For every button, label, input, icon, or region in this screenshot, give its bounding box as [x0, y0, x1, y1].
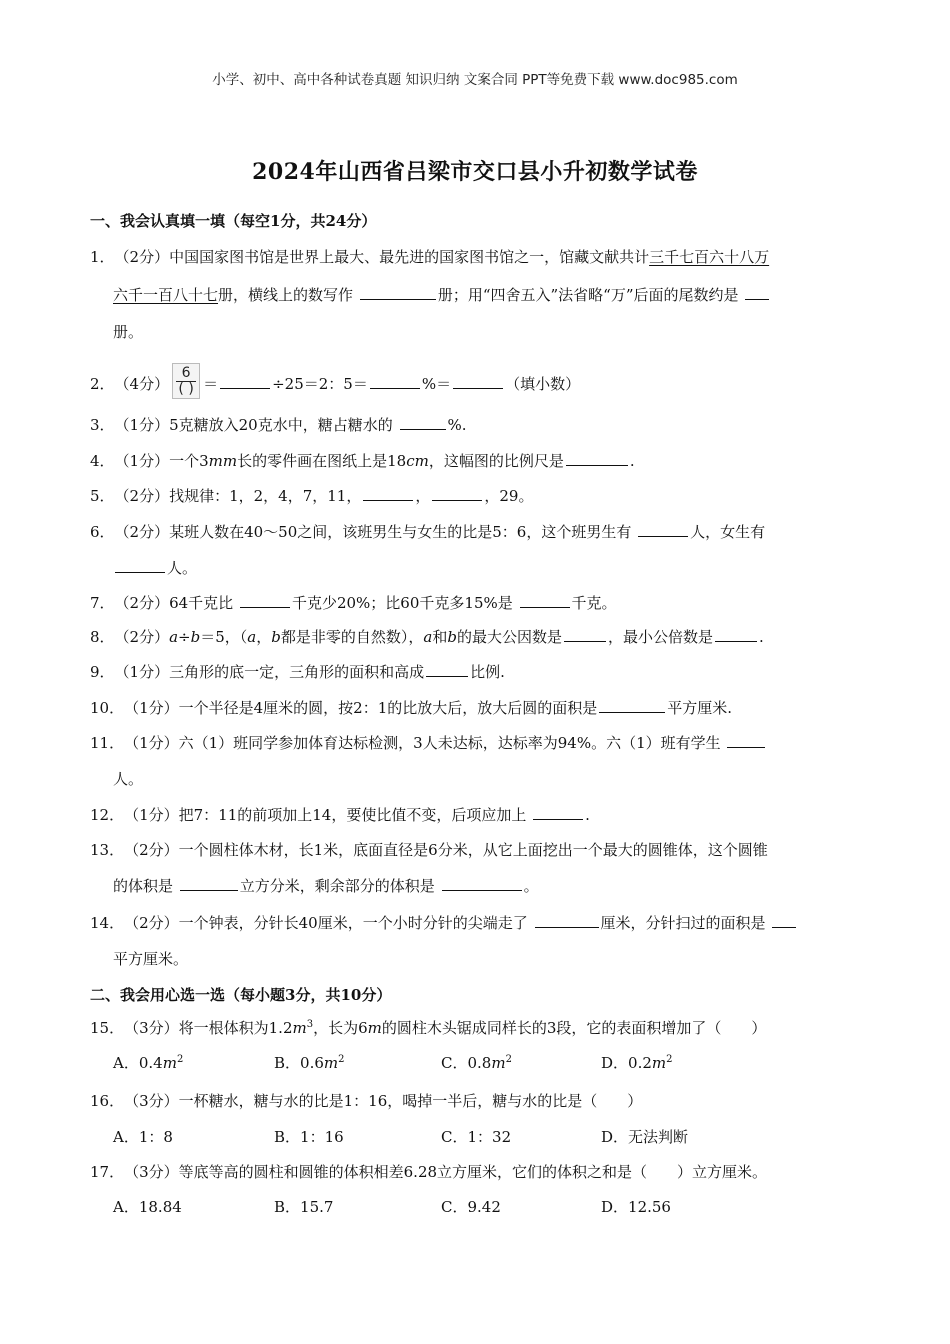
answer-blank[interactable]: [715, 627, 757, 642]
option-c[interactable]: [441, 1052, 512, 1073]
question-text: （4分）: [114, 375, 170, 393]
answer-blank[interactable]: [535, 913, 599, 928]
option-d[interactable]: D．12.56: [601, 1198, 671, 1216]
question-text: ，29。: [484, 487, 534, 505]
operator: ÷: [178, 628, 191, 646]
question-number: 7．: [90, 594, 115, 612]
option-b[interactable]: B．1：16: [274, 1128, 344, 1146]
question-text: 人，女生有: [690, 523, 766, 541]
fraction-image: [172, 363, 200, 399]
question-text: .: [629, 452, 635, 470]
question-number: 8．: [90, 628, 115, 646]
unit-symbol: m: [162, 1054, 177, 1072]
answer-blank[interactable]: [115, 558, 165, 573]
question-2: [90, 367, 865, 403]
superscript: 2: [338, 1054, 345, 1065]
answer-blank[interactable]: [638, 522, 688, 537]
question-16: [90, 1090, 865, 1111]
question-text: （3分）一杯糖水，糖与水的比是1：16，喝掉一半后，糖与水的比是（ ）: [124, 1092, 643, 1110]
question-9: [90, 661, 865, 682]
question-17-options: [113, 1196, 813, 1218]
option-b[interactable]: B．15.7: [274, 1198, 334, 1216]
option-label: A．0.4: [113, 1054, 163, 1072]
question-number: 3．: [90, 416, 115, 434]
answer-blank[interactable]: [520, 593, 570, 608]
answer-blank[interactable]: [772, 913, 796, 928]
question-number: 1．: [90, 248, 115, 266]
question-text: 册，横线上的数写作: [218, 286, 354, 304]
question-text: （2分）64千克比: [114, 594, 234, 612]
question-text: 厘米，分针扫过的面积是: [600, 914, 766, 932]
question-text: 人。: [113, 770, 144, 788]
answer-blank[interactable]: [564, 627, 606, 642]
underlined-text: 六千一百八十七: [113, 286, 219, 304]
question-text: （1分）一个半径是4厘米的圆，按2：1的比放大后，放大后圆的面积是: [124, 699, 598, 717]
question-text: ，长为6: [313, 1019, 368, 1037]
question-text: （填小数）: [505, 375, 581, 393]
question-13-line2: [113, 875, 539, 896]
page-title: 2024年山西省吕梁市交口县小升初数学试卷: [252, 159, 698, 185]
unit-symbol: m: [292, 1019, 307, 1037]
question-number: 16．: [90, 1092, 125, 1110]
question-number: 12．: [90, 806, 125, 824]
question-text: 人。: [167, 559, 198, 577]
question-text: （1分）一个3: [114, 452, 209, 470]
unit-symbol: m: [651, 1054, 667, 1072]
question-text: （1分）5克糖放入20克水中，糖占糖水的: [114, 416, 393, 434]
option-label: C．0.8: [441, 1054, 492, 1072]
question-14-line2: [113, 948, 188, 969]
question-13: [90, 839, 865, 860]
unit-symbol: cm: [406, 452, 429, 470]
question-text: 的圆柱木头锯成同样长的3段，它的表面积增加了（ ）: [381, 1019, 767, 1037]
fraction-denominator: ( ): [178, 381, 194, 397]
question-text: 和: [432, 628, 448, 646]
question-text: （2分）一个钟表，分针长40厘米，一个小时分针的尖端走了: [124, 914, 528, 932]
question-3: [90, 414, 865, 435]
question-6: [90, 521, 865, 542]
question-number: 9．: [90, 663, 115, 681]
option-d[interactable]: D．无法判断: [601, 1128, 689, 1146]
unit-symbol: m: [367, 1019, 382, 1037]
answer-blank[interactable]: [745, 285, 769, 300]
question-text: 平方厘米。: [113, 950, 189, 968]
question-text: （2分）一个圆柱体木材，长1米，底面直径是6分米，从它上面挖出一个最大的圆锥体，这个圆锥: [124, 841, 768, 859]
question-15-options: [113, 1052, 813, 1074]
answer-blank[interactable]: [442, 876, 522, 891]
question-7: [90, 592, 865, 613]
question-14: [90, 912, 865, 933]
question-text: %＝: [421, 375, 452, 393]
question-number: 5．: [90, 487, 115, 505]
question-16-options: [113, 1126, 813, 1148]
question-text: 比例.: [470, 663, 505, 681]
answer-blank[interactable]: [363, 486, 413, 501]
question-17: [90, 1161, 865, 1182]
question-text: 。: [523, 877, 539, 895]
answer-blank[interactable]: [599, 698, 665, 713]
section-heading-fill: 一、我会认真填一填（每空1分，共24分）: [90, 212, 377, 230]
answer-blank[interactable]: [566, 451, 628, 466]
question-text: ，这幅图的比例尺是: [428, 452, 564, 470]
question-number: 2．: [90, 375, 115, 393]
answer-blank[interactable]: [400, 415, 446, 430]
question-text: （3分）将一根体积为1.2: [124, 1019, 293, 1037]
variable: b: [190, 628, 201, 646]
unit-symbol: mm: [208, 452, 238, 470]
question-text: （2分）: [114, 628, 170, 646]
question-number: 4．: [90, 452, 115, 470]
answer-blank[interactable]: [180, 876, 238, 891]
question-text: %.: [447, 416, 467, 434]
option-label: B．0.6: [274, 1054, 324, 1072]
question-text: （2分）中国国家图书馆是世界上最大、最先进的国家图书馆之一，馆藏文献共计: [114, 248, 650, 266]
question-text: ，: [256, 628, 272, 646]
question-text: 的最大公因数是: [456, 628, 562, 646]
answer-blank[interactable]: [370, 374, 420, 389]
fraction-numerator: 6: [181, 365, 191, 381]
question-1-line3: [113, 321, 143, 342]
answer-blank[interactable]: [360, 285, 436, 300]
unit-symbol: m: [491, 1054, 506, 1072]
question-text: ，最小公倍数是: [607, 628, 713, 646]
question-number: 10．: [90, 699, 125, 717]
answer-blank[interactable]: [533, 805, 583, 820]
question-text: （1分）把7：11的前项加上14，要使比值不变，后项应加上: [124, 806, 527, 824]
question-text: 册。: [113, 323, 144, 341]
question-text: 平方厘米.: [667, 699, 733, 717]
question-text: 的体积是: [113, 877, 174, 895]
question-text: ＝: [203, 375, 219, 393]
question-text: 册；用“四舍五入”法省略“万”后面的尾数约是: [437, 286, 739, 304]
answer-blank[interactable]: [453, 374, 503, 389]
question-text: 长的零件画在图纸上是18: [237, 452, 407, 470]
variable: a: [169, 628, 179, 646]
section-heading-choice: 二、我会用心选一选（每小题3分，共10分）: [90, 986, 392, 1004]
variable: b: [447, 628, 457, 646]
question-11: [90, 732, 865, 753]
question-text: ，: [415, 487, 431, 505]
question-text: （2分）某班人数在40～50之间，该班男生与女生的比是5：6，这个班男生有: [114, 523, 632, 541]
question-number: 17．: [90, 1163, 125, 1181]
superscript: 3: [306, 1019, 314, 1030]
superscript: 2: [176, 1054, 184, 1065]
question-text: ÷25＝2：5＝: [272, 375, 368, 393]
option-c[interactable]: C．1：32: [441, 1128, 512, 1146]
question-text: .: [758, 628, 764, 646]
question-number: 6．: [90, 523, 115, 541]
option-b[interactable]: [274, 1052, 345, 1073]
question-11-line2: [113, 768, 143, 789]
header-note: 小学、初中、高中各种试卷真题 知识归纳 文案合同 PPT等免费下载 www.doc985.com: [212, 72, 738, 88]
option-a[interactable]: [113, 1052, 183, 1073]
question-1-line2: [113, 284, 771, 305]
underlined-text: 三千七百六十八万: [649, 248, 770, 266]
question-number: 11．: [90, 734, 125, 752]
question-8: [90, 626, 865, 647]
question-number: 13．: [90, 841, 125, 859]
question-text: （1分）六（1）班同学参加体育达标检测，3人未达标，达标率为94%。六（1）班有学生: [124, 734, 721, 752]
superscript: 2: [505, 1054, 512, 1065]
question-text: 千克少20%；比60千克多15%是: [291, 594, 513, 612]
question-number: 14．: [90, 914, 125, 932]
question-number: 15．: [90, 1019, 125, 1037]
answer-blank[interactable]: [727, 733, 765, 748]
answer-blank[interactable]: [432, 486, 482, 501]
question-15: [90, 1017, 865, 1038]
question-12: [90, 804, 865, 825]
answer-blank[interactable]: [426, 662, 468, 677]
question-4: [90, 450, 865, 471]
option-c[interactable]: C．9.42: [441, 1198, 501, 1216]
question-text: .: [585, 806, 590, 824]
option-a[interactable]: A．1：8: [113, 1128, 173, 1146]
option-a[interactable]: A．18.84: [113, 1198, 182, 1216]
question-5: [90, 485, 865, 506]
question-6-line2: [113, 557, 197, 578]
question-text: ＝5，（: [200, 628, 248, 646]
question-text: 都是非零的自然数），: [280, 628, 424, 646]
question-text: （3分）等底等高的圆柱和圆锥的体积相差6.28立方厘米，它们的体积之和是（ ）立方厘米。: [124, 1163, 768, 1181]
question-1: [90, 246, 865, 267]
superscript: 2: [666, 1054, 673, 1065]
answer-blank[interactable]: [240, 593, 290, 608]
variable: b: [271, 628, 281, 646]
question-text: （2分）找规律：1，2，4，7，11，: [114, 487, 362, 505]
question-text: （1分）三角形的底一定，三角形的面积和高成: [114, 663, 425, 681]
question-10: [90, 697, 865, 718]
variable: a: [247, 628, 257, 646]
answer-blank[interactable]: [220, 374, 270, 389]
question-text: 千克。: [571, 594, 617, 612]
question-text: 立方分米，剩余部分的体积是: [239, 877, 435, 895]
variable: a: [423, 628, 433, 646]
option-d[interactable]: [601, 1052, 673, 1073]
unit-symbol: m: [323, 1054, 339, 1072]
option-label: D．0.2: [601, 1054, 652, 1072]
